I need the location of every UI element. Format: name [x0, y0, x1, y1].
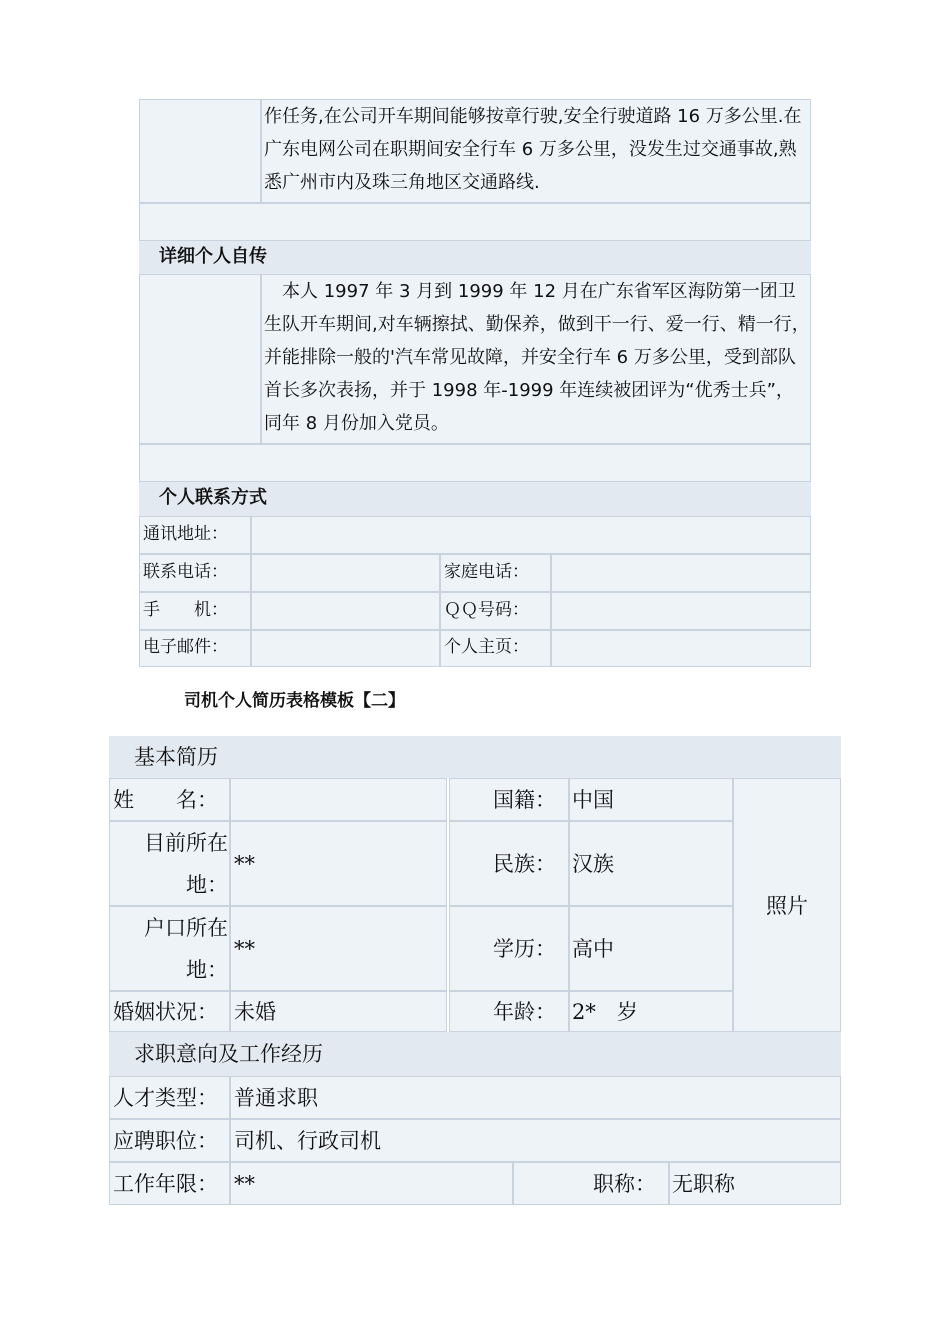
email-field: [251, 630, 440, 667]
work-experience-text: 作任务,在公司开车期间能够按章行驶,安全行驶道路 16 万多公里.在广东电网公司在职期间安全行车 6 万多公里，没发生过交通事故,熟悉广州市内及珠三角地区交通路线.: [261, 99, 811, 203]
mobile-label: 手 机：: [139, 592, 251, 630]
age-value: 2* 岁: [569, 991, 733, 1032]
location-value: **: [230, 821, 447, 906]
title-value: 无职称: [669, 1162, 841, 1205]
bio-text: 本人 1997 年 3 月到 1999 年 12 月在广东省军区海防第一团卫生队开车期间,对车辆擦拭、勤保养，做到干一行、爱一行、精一行，并能排除一般的'汽车常见故障，并安全行车 6 万多公里，受到部队首长多次表扬，并于 1998 年-1999 年连续被团评为“优秀士兵”，同年 8 月份加入党员。: [261, 274, 811, 444]
talent-value: 普通求职: [230, 1076, 841, 1119]
work-label-cell: [139, 99, 261, 203]
years-label: 工作年限：: [109, 1162, 230, 1205]
position-value: 司机、行政司机: [230, 1119, 841, 1162]
address-label: 通讯地址：: [139, 516, 251, 554]
address-field: [251, 516, 811, 554]
template-title: 司机个人简历表格模板【二】: [184, 691, 405, 711]
nationality-label: 国籍：: [449, 778, 569, 821]
marital-value: 未婚: [230, 991, 447, 1032]
ethnicity-value: 汉族: [569, 821, 733, 906]
education-value: 高中: [569, 906, 733, 991]
talent-label: 人才类型：: [109, 1076, 230, 1119]
photo-placeholder: [733, 778, 841, 1032]
marital-label: 婚姻状况：: [109, 991, 230, 1032]
age-label: 年龄：: [449, 991, 569, 1032]
bio-label-cell: [139, 274, 261, 444]
years-value: **: [230, 1162, 513, 1205]
location-label-line-2: 地：: [186, 873, 228, 897]
photo-label: 照片: [766, 894, 808, 918]
position-label: 应聘职位：: [109, 1119, 230, 1162]
ethnicity-label: 民族：: [449, 821, 569, 906]
home-phone-field: [551, 554, 811, 592]
qq-label: ＱＱ号码：: [440, 592, 551, 630]
mobile-field: [251, 592, 440, 630]
homepage-label: 个人主页：: [440, 630, 551, 667]
nationality-value: 中国: [569, 778, 733, 821]
hukou-label-line-2: 地：: [186, 958, 228, 982]
location-label: [109, 821, 230, 906]
education-label: 学历：: [449, 906, 569, 991]
qq-field: [551, 592, 811, 630]
contact-heading: 个人联系方式: [139, 482, 811, 516]
name-value: [230, 778, 447, 821]
spacer-row: [139, 444, 811, 482]
hukou-label-line-1: 户口所在: [144, 916, 228, 940]
name-label: 姓 名：: [109, 778, 230, 821]
bio-heading: 详细个人自传: [139, 241, 811, 274]
phone-field: [251, 554, 440, 592]
basic-heading: 基本简历: [109, 736, 841, 778]
homepage-field: [551, 630, 811, 667]
hukou-label: [109, 906, 230, 991]
phone-label: 联系电话：: [139, 554, 251, 592]
spacer-row: [139, 203, 811, 241]
job-heading: 求职意向及工作经历: [109, 1032, 841, 1076]
email-label: 电子邮件：: [139, 630, 251, 667]
title-label: 职称：: [513, 1162, 669, 1205]
location-label-line-1: 目前所在: [144, 831, 228, 855]
home-phone-label: 家庭电话：: [440, 554, 551, 592]
hukou-value: **: [230, 906, 447, 991]
